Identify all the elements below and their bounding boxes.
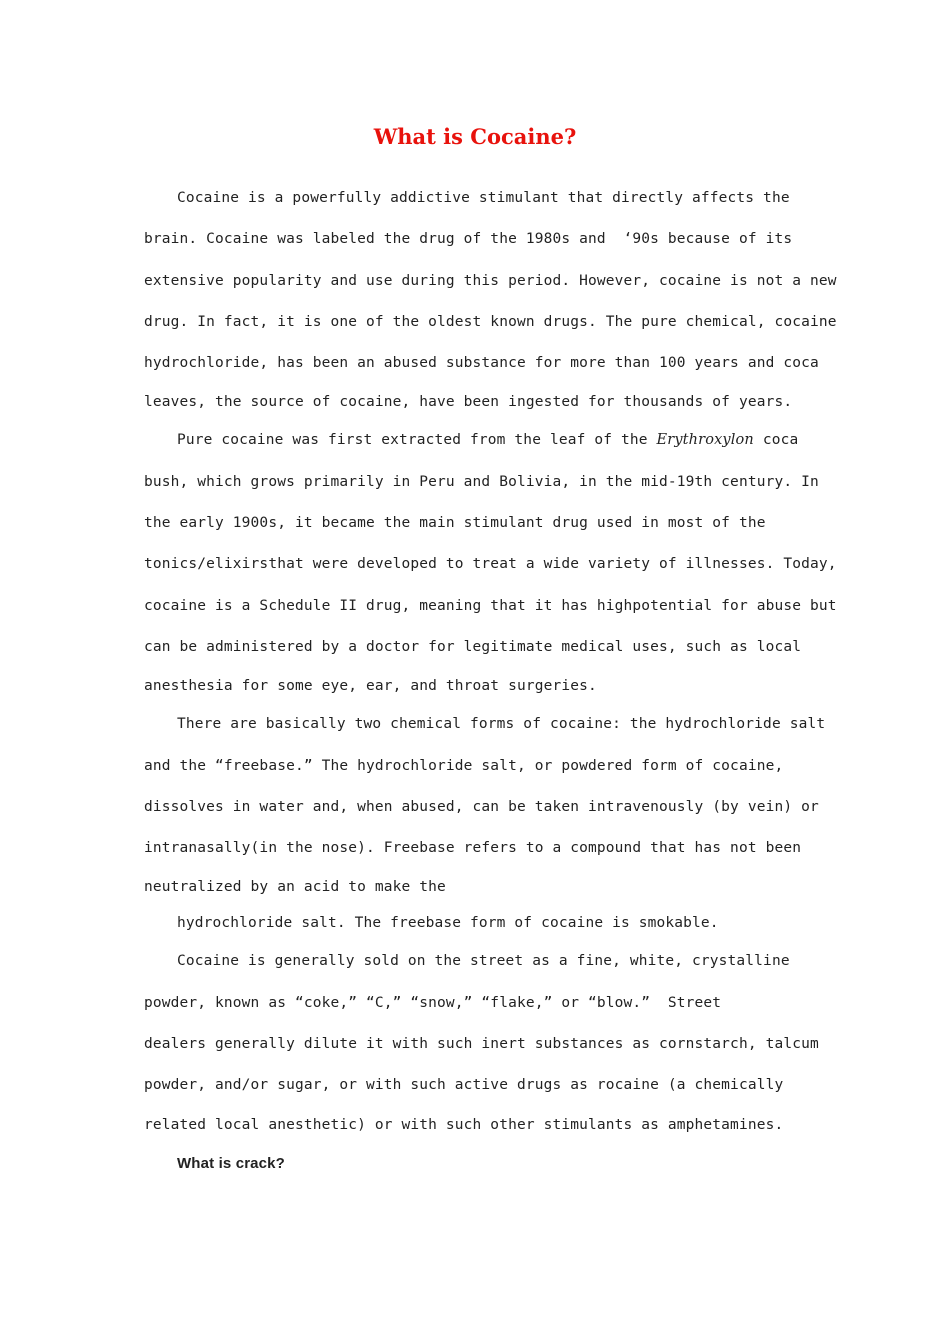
- document-body: [144, 178, 837, 1184]
- paragraph-1-line: extensive popularity and use during this period. However, cocaine is not a new: [144, 272, 837, 289]
- paragraph-3-line: There are basically two chemical forms of cocaine: the hydrochloride salt: [177, 716, 826, 733]
- paragraph-1-line: Cocaine is a powerfully addictive stimulant that directly affects the: [177, 190, 790, 206]
- paragraph-2-line: the early 1900s, it became the main stimulant drug used in most of the: [144, 515, 766, 532]
- paragraph-4-line: dealers generally dilute it with such inert substances as cornstarch, talcum: [144, 1036, 819, 1053]
- paragraph-2-line: anesthesia for some eye, ear, and throat surgeries.: [144, 678, 597, 695]
- paragraph-2-line: tonics/elixirsthat were developed to treat a wide variety of illnesses. Today,: [144, 556, 837, 573]
- paragraph-3-line: neutralized by an acid to make the: [144, 879, 446, 896]
- page-title: What is Cocaine?: [373, 124, 577, 149]
- paragraph-3-line: dissolves in water and, when abused, can be taken intravenously (by vein) or: [144, 798, 819, 815]
- paragraph-4-line: powder, known as “coke,” “C,” “snow,” “flake,” or “blow.” Street: [144, 994, 722, 1011]
- paragraph-2-line: cocaine is a Schedule II drug, meaning that it has highpotential for abuse but: [144, 597, 837, 614]
- paragraph-2-text: Pure cocaine was first extracted from the leaf of the: [177, 432, 657, 449]
- paragraph-1-line: drug. In fact, it is one of the oldest known drugs. The pure chemical, cocaine: [144, 313, 837, 330]
- paragraph-4-line: Cocaine is generally sold on the street as a fine, white, crystalline: [177, 953, 790, 970]
- paragraph-2-line: [144, 420, 804, 461]
- paragraph-2-text: coca: [753, 432, 799, 449]
- genus-name: Erythroxylon: [656, 432, 754, 449]
- paragraph-2-line: bush, which grows primarily in Peru and Bolivia, in the mid-19th century. In: [144, 473, 819, 490]
- paragraph-1-line: hydrochloride, has been an abused substance for more than 100 years and coca: [144, 355, 819, 372]
- paragraph-2-line: can be administered by a doctor for legitimate medical uses, such as local: [144, 638, 802, 655]
- paragraph-3-line: and the “freebase.” The hydrochloride salt, or powdered form of cocaine,: [144, 757, 784, 774]
- section-subheading: What is crack?: [177, 1154, 285, 1172]
- paragraph-3-line: intranasally(in the nose). Freebase refers to a compound that has not been: [144, 840, 802, 857]
- paragraph-4-line: powder, and/or sugar, or with such active drugs as rocaine (a chemically: [144, 1077, 784, 1094]
- paragraph-3-line: hydrochloride salt. The freebase form of cocaine is smokable.: [177, 915, 719, 932]
- paragraph-1-line: brain. Cocaine was labeled the drug of the 1980s and ‘90s because of its: [144, 231, 793, 248]
- paragraph-4-line: related local anesthetic) or with such other stimulants as amphetamines.: [144, 1116, 784, 1133]
- paragraph-1-line: leaves, the source of cocaine, have been ingested for thousands of years.: [144, 394, 793, 411]
